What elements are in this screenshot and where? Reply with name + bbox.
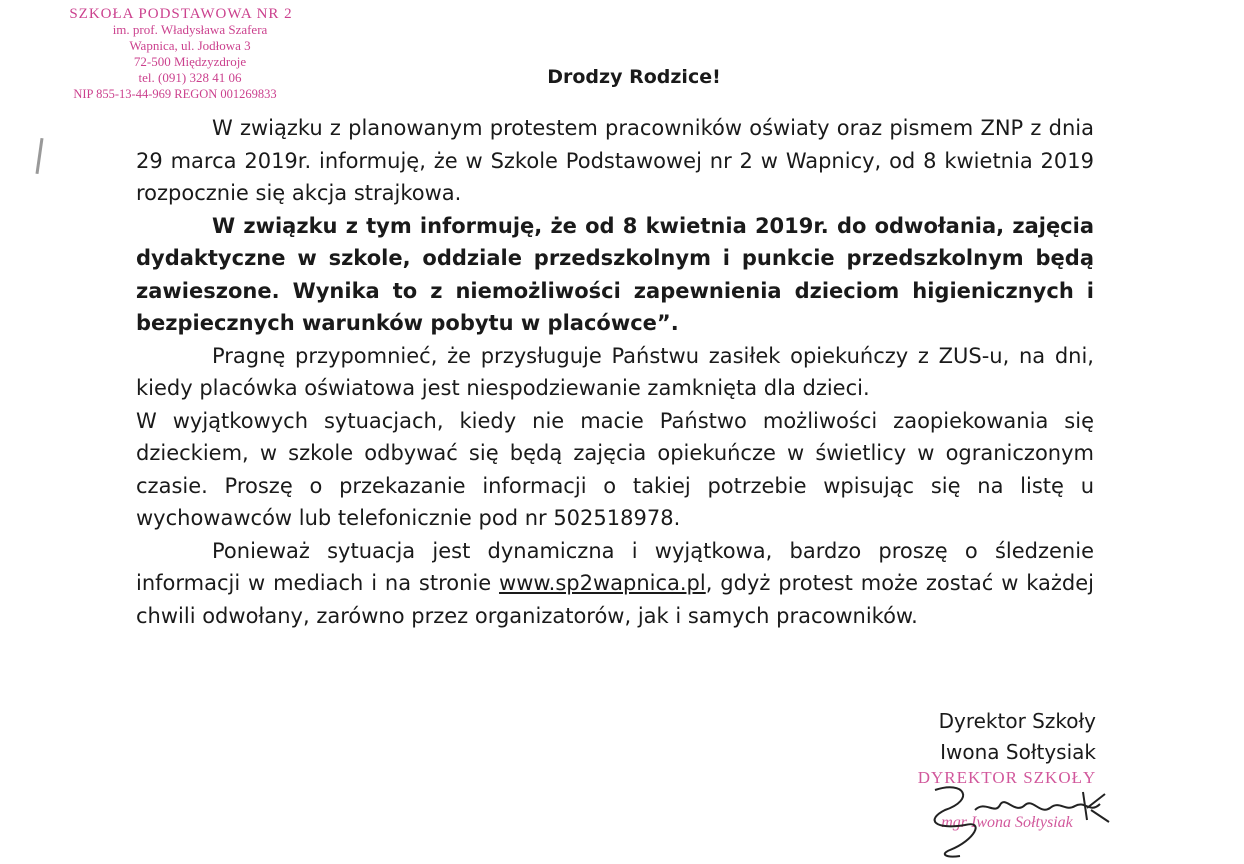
paragraph-care-activities: W wyjątkowych sytuacjach, kiedy nie macie Państwo możliwości zaopiekowania się dzieckiem, w szkole odbywać się będą zajęcia opiekuńcze w świetlicy w ograniczonym czasie. Proszę o przekazanie informacji o takiej potrzebie wpisując się na listę u wychowawców lub telefonicznie pod nr 502518978. (136, 408, 1094, 530)
signature-name: Iwona Sołtysiak (940, 740, 1096, 764)
paragraph-care-allowance: Pragnę przypomnieć, że przysługuje Państwu zasiłek opiekuńczy z ZUS-u, na dni, kiedy placówka oświatowa jest niespodziewanie zamknięta dla dzieci. (136, 343, 1094, 400)
letter-body (136, 112, 1094, 632)
signature-block (939, 706, 1096, 768)
scan-mark (36, 138, 44, 174)
stamp-street: Wapnica, ul. Jodłowa 3 (129, 38, 251, 53)
stamp-patron: im. prof. Władysława Szafera (112, 22, 268, 37)
signature-role: Dyrektor Szkoły (938, 709, 1096, 733)
paragraph-strike-announcement: W związku z planowanym protestem pracowników oświaty oraz pismem ZNP z dnia 29 marca 2019r. informuję, że w Szkole Podstawowej nr 2 w Wapnicy, od 8 kwietnia 2019 rozpocznie się akcja strajkowa. (136, 116, 1094, 205)
school-website-link[interactable]: www.sp2wapnica.pl (499, 571, 706, 595)
director-stamp-title: DYREKTOR SZKOŁY (917, 768, 1097, 787)
stamp-school-name: SZKOŁA PODSTAWOWA NR 2 (69, 6, 293, 22)
letter-title: Drodzy Rodzice! (547, 66, 721, 88)
director-stamp-name: mgr Iwona Sołtysiak (941, 814, 1073, 831)
paragraph-follow-information (136, 535, 1094, 633)
handwritten-signature (905, 770, 1125, 860)
paragraph-follow-text-end: , gdyż protest może zostać w każdej chwili odwołany, zarówno przez organizatorów, jak i samych pracowników. (136, 571, 1094, 628)
stamp-ids: NIP 855-13-44-969 REGON 001269833 (73, 87, 277, 101)
paragraph-follow-text-start: Ponieważ sytuacja jest dynamiczna i wyjątkowa, bardzo proszę o śledzenie informacji w mediach i na stronie (136, 538, 1094, 595)
stamp-phone: tel. (091) 328 41 06 (138, 70, 242, 85)
stamp-postal: 72-500 Międzyzdroje (133, 54, 247, 69)
paragraph-classes-suspended: W związku z tym informuję, że od 8 kwietnia 2019r. do odwołania, zajęcia dydaktyczne w szkole, oddziale przedszkolnym i punkcie przedszkolnym będą zawieszone. Wynika to z niemożliwości zapewnienia dzieciom higienicznych i bezpiecznych warunków pobytu w placówce”. (136, 213, 1094, 335)
